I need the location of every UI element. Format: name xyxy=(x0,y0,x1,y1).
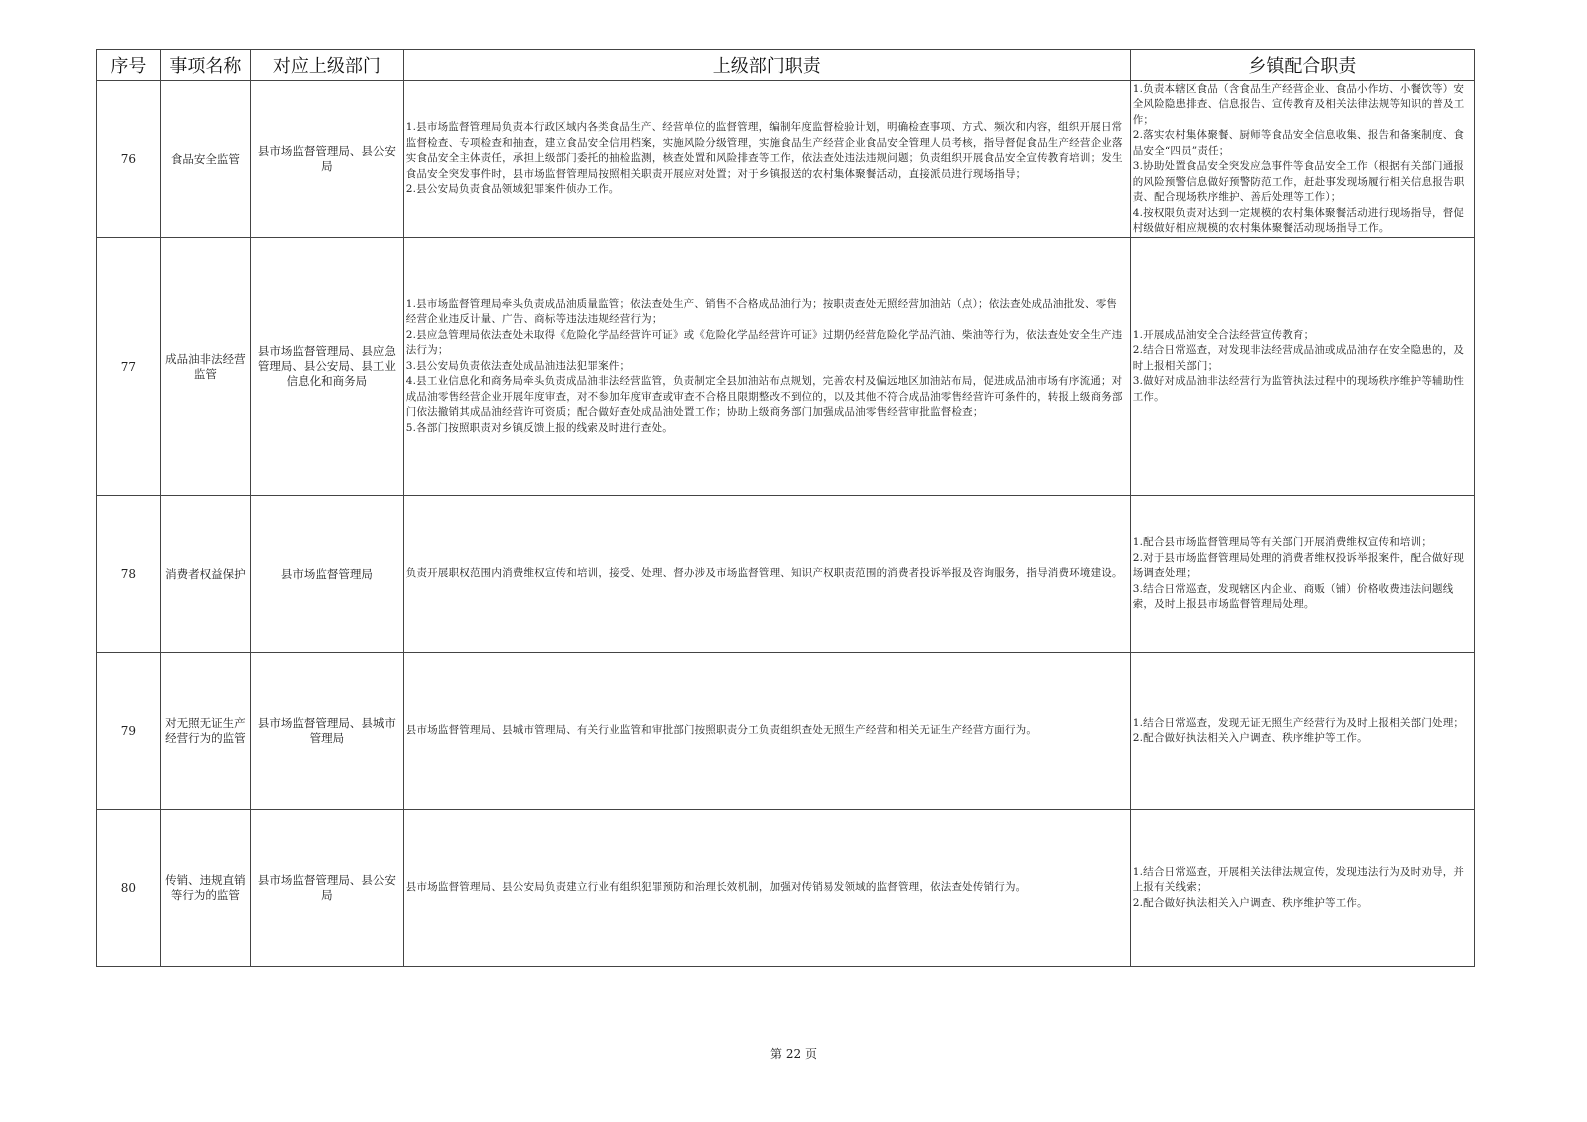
duty-line: 县市场监督管理局、县公安局负责建立行业有组织犯罪预防和治理长效机制，加强对传销易发领域的监督管理，依法查处传销行为。 xyxy=(405,881,1027,894)
superior-dept: 县市场监督管理局、县公安局 xyxy=(250,810,403,967)
superior-duty xyxy=(403,238,1130,496)
superior-dept: 县市场监督管理局、县应急管理局、县公安局、县工业信息化和商务局 xyxy=(250,238,403,496)
item-name: 消费者权益保护 xyxy=(160,496,250,653)
duty-line: 2.县公安局负责食品领域犯罪案件侦办工作。 xyxy=(405,183,620,196)
table-row xyxy=(97,238,1475,496)
coop-line: 2.对于县市场监督管理局处理的消费者维权投诉举报案件，配合做好现场调查处理； xyxy=(1132,551,1465,580)
superior-duty xyxy=(403,81,1130,238)
row-number: 78 xyxy=(97,496,161,653)
coop-line: 1.开展成品油安全合法经营宣传教育； xyxy=(1132,328,1315,341)
coop-line: 2.配合做好执法相关入户调查、秩序维护等工作。 xyxy=(1132,896,1368,909)
duty-line: 5.各部门按照职责对乡镇反馈上报的线索及时进行查处。 xyxy=(405,421,673,434)
coop-line: 1.结合日常巡查，开展相关法律法规宣传，发现违法行为及时劝导，并上报有关线索； xyxy=(1132,865,1465,894)
header-no: 序号 xyxy=(97,50,161,81)
coop-line: 2.落实农村集体聚餐、厨师等食品安全信息收集、报告和备案制度、食品安全“四员”责任； xyxy=(1132,129,1465,157)
table-row xyxy=(97,81,1475,238)
table-row xyxy=(97,496,1475,653)
duty-line: 1.县市场监督管理局牵头负责成品油质量监管；依法查处生产、销售不合格成品油行为；按职责查处无照经营加油站（点）；依法查处成品油批发、零售经营企业违反计量、广告、商标等违法违规经营行为； xyxy=(405,297,1118,326)
table-row xyxy=(97,653,1475,810)
coop-line: 1.配合县市场监督管理局等有关部门开展消费维权宣传和培训； xyxy=(1132,536,1433,549)
header-township-coop: 乡镇配合职责 xyxy=(1130,50,1474,81)
coop-line: 1.结合日常巡查，发现无证无照生产经营行为及时上报相关部门处理； xyxy=(1132,716,1465,729)
coop-line: 4.按权限负责对达到一定规模的农村集体聚餐活动进行现场指导，督促村级做好相应规模的农村集体聚餐活动现场指导工作。 xyxy=(1132,206,1465,234)
superior-dept: 县市场监督管理局 xyxy=(250,496,403,653)
row-number: 79 xyxy=(97,653,161,810)
row-number: 77 xyxy=(97,238,161,496)
row-number: 76 xyxy=(97,81,161,238)
superior-duty xyxy=(403,496,1130,653)
coop-line: 2.配合做好执法相关入户调查、秩序维护等工作。 xyxy=(1132,732,1368,744)
duty-line: 负责开展职权范围内消费维权宣传和培训，接受、处理、督办涉及市场监督管理、知识产权职责范围的消费者投诉举报及咨询服务，指导消费环境建设。 xyxy=(405,567,1123,580)
superior-dept: 县市场监督管理局、县公安局 xyxy=(250,81,403,238)
responsibility-table xyxy=(96,49,1475,967)
table-row xyxy=(97,810,1475,967)
duty-line: 1.县市场监督管理局负责本行政区域内各类食品生产、经营单位的监督管理，编制年度监督检验计划，明确检查事项、方式、频次和内容，组织开展日常监督检查、专项检查和抽查，建立食品安全信用档案，实施风险分级管理，实施食品生产经营企业食品安全管理人员考核，指导督促食品生产经营企业落实食品安全主体责任，承担上级部门委托的抽检监测，核查处置和风险排查等工作，依法查处违法违规问题；负责组织开展食品安全宣传教育培训；发生食品安全突发事件时，县市场监督管理局按照相关职责开展应对处置；对于乡镇报送的农村集体聚餐活动，直接派员进行现场指导； xyxy=(405,121,1123,180)
page-number: 第 22 页 xyxy=(770,1047,817,1061)
coop-line: 1.负责本辖区食品（含食品生产经营企业、食品小作坊、小餐饮等）安全风险隐患排查、信息报告、宣传教育及相关法律法规等知识的普及工作； xyxy=(1132,82,1465,126)
item-name: 成品油非法经营监管 xyxy=(160,238,250,496)
superior-dept: 县市场监督管理局、县城市管理局 xyxy=(250,653,403,810)
duty-line: 4.县工业信息化和商务局牵头负责成品油非法经营监管，负责制定全县加油站布点规划，完善农村及偏远地区加油站布局，促进成品油市场有序流通；对成品油零售经营企业开展年度审查，对不参加年度审查或审查不合格且限期整改不到位的，以及其他不符合成品油零售经营许可条件的，转报上级商务部门依法撤销其成品油经营许可资质；配合做好查处成品油处置工作；协助上级商务部门加强成品油零售经营审批监督检查； xyxy=(405,375,1123,419)
item-name: 对无照无证生产经营行为的监管 xyxy=(160,653,250,810)
coop-line: 3.做好对成品油非法经营行为监管执法过程中的现场秩序维护等辅助性工作。 xyxy=(1132,375,1465,403)
superior-duty xyxy=(403,810,1130,967)
item-name: 食品安全监管 xyxy=(160,81,250,238)
header-row xyxy=(97,50,1475,81)
header-item-name: 事项名称 xyxy=(160,50,250,81)
item-name: 传销、违规直销等行为的监管 xyxy=(160,810,250,967)
township-coop xyxy=(1130,496,1474,653)
coop-line: 2.结合日常巡查，对发现非法经营成品油或成品油存在安全隐患的，及时上报相关部门； xyxy=(1132,344,1465,372)
coop-line: 3.结合日常巡查，发现辖区内企业、商贩（铺）价格收费违法问题线索，及时上报县市场监督管理局处理。 xyxy=(1132,582,1454,611)
coop-line: 3.协助处置食品安全突发应急事件等食品安全工作（根据有关部门通报的风险预警信息做好预警防范工作，赶赴事发现场履行相关信息报告职责、配合现场秩序维护、善后处理等工作）； xyxy=(1132,160,1465,203)
duty-line: 3.县公安局负责依法查处成品油违法犯罪案件； xyxy=(405,359,631,372)
header-superior-dept: 对应上级部门 xyxy=(250,50,403,81)
header-superior-duty: 上级部门职责 xyxy=(403,50,1130,81)
superior-duty xyxy=(403,653,1130,810)
township-coop xyxy=(1130,810,1474,967)
duty-line: 县市场监督管理局、县城市管理局、有关行业监管和审批部门按照职责分工负责组织查处无照生产经营和相关无证生产经营方面行为。 xyxy=(405,724,1038,737)
township-coop xyxy=(1130,238,1474,496)
township-coop xyxy=(1130,653,1474,810)
township-coop xyxy=(1130,81,1474,238)
row-number: 80 xyxy=(97,810,161,967)
duty-line: 2.县应急管理局依法查处未取得《危险化学品经营许可证》或《危险化学品经营许可证》过期仍经营危险化学品汽油、柴油等行为，依法查处安全生产违法行为； xyxy=(405,328,1123,357)
